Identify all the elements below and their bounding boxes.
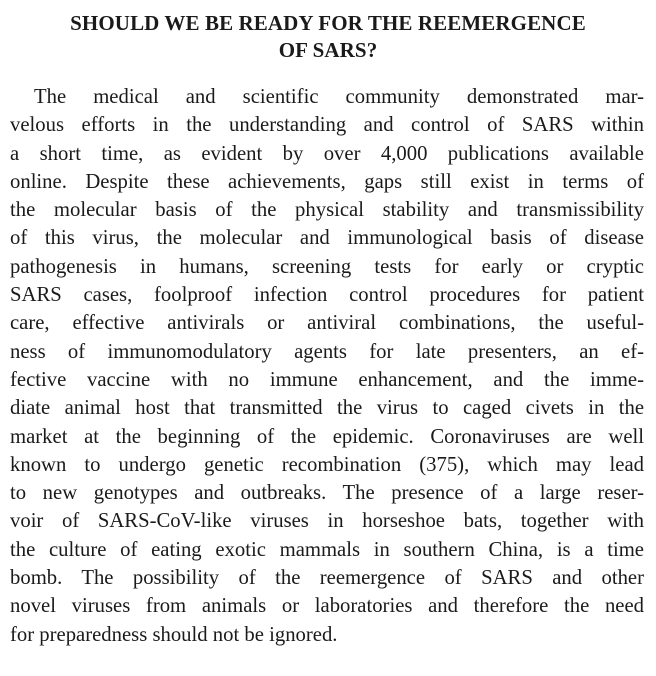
paragraph-line: online. Despite these achievements, gaps still exist in terms of bbox=[10, 170, 644, 193]
paragraph-line: SARS cases, foolproof infection control procedures for patient bbox=[10, 284, 644, 307]
section-heading-line-1: SHOULD WE BE READY FOR THE REEMERGENCE bbox=[70, 11, 586, 35]
paragraph-line: voir of SARS-CoV-like viruses in horseshoe bats, together with bbox=[10, 510, 644, 533]
section-heading bbox=[0, 10, 656, 64]
body-paragraph bbox=[10, 83, 644, 649]
paragraph-line: The medical and scientific community demonstrated mar- bbox=[34, 86, 644, 108]
paragraph-line: care, effective antivirals or antiviral combinations, the useful- bbox=[10, 312, 644, 335]
paragraph-line: the molecular basis of the physical stability and transmissibility bbox=[10, 199, 644, 222]
paragraph-line: a short time, as evident by over 4,000 publications available bbox=[10, 142, 644, 165]
paragraph-line: known to undergo genetic recombination (375), which may lead bbox=[10, 453, 644, 476]
paragraph-line: of this virus, the molecular and immunological basis of disease bbox=[10, 227, 644, 250]
paragraph-line: the culture of eating exotic mammals in southern China, is a time bbox=[10, 538, 644, 561]
paragraph-line: for preparedness should not be ignored. bbox=[10, 623, 338, 646]
paragraph-line: diate animal host that transmitted the virus to caged civets in the bbox=[10, 397, 644, 420]
paragraph-line: to new genotypes and outbreaks. The presence of a large reser- bbox=[10, 482, 644, 505]
paragraph-line: fective vaccine with no immune enhancement, and the imme- bbox=[10, 368, 644, 391]
paragraph-line: novel viruses from animals or laboratories and therefore the need bbox=[10, 595, 644, 618]
paragraph-line: ness of immunomodulatory agents for late presenters, an ef- bbox=[10, 340, 644, 363]
paragraph-line: bomb. The possibility of the reemergence of SARS and other bbox=[10, 567, 644, 590]
paragraph-line: market at the beginning of the epidemic. Coronaviruses are well bbox=[10, 425, 644, 448]
section-heading-line-2: OF SARS? bbox=[278, 38, 378, 62]
paragraph-line: pathogenesis in humans, screening tests for early or cryptic bbox=[10, 255, 644, 278]
paragraph-line: velous efforts in the understanding and control of SARS within bbox=[10, 114, 644, 137]
